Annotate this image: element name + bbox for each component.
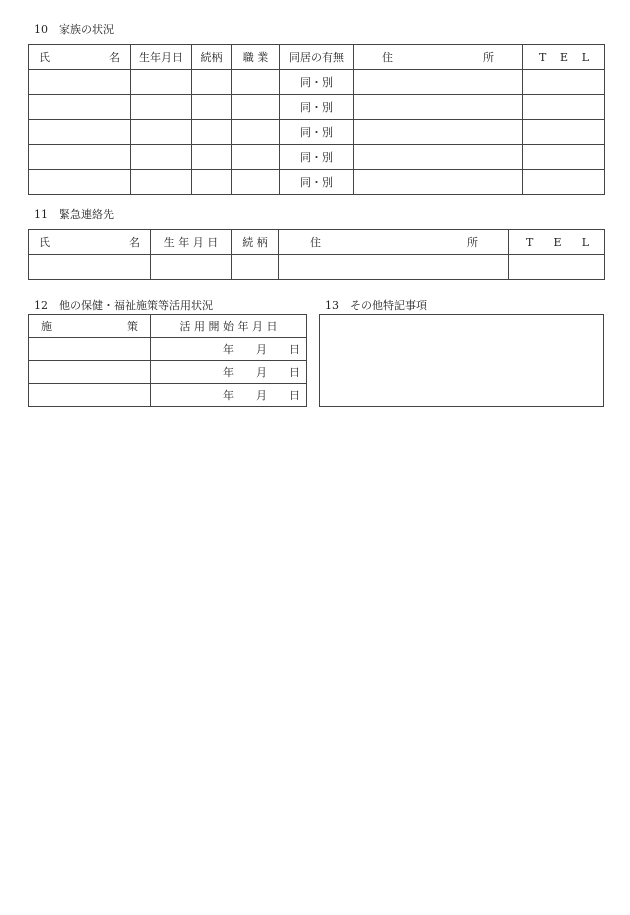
emergency-header-row: [29, 230, 605, 255]
family-relation-cell[interactable]: [192, 70, 232, 95]
family-row: [29, 70, 605, 95]
family-name-cell[interactable]: [29, 70, 131, 95]
family-header-occupation: 職 業: [232, 45, 280, 70]
family-address-cell[interactable]: [354, 120, 523, 145]
family-header-address: 住 所: [354, 45, 523, 70]
emergency-name-cell[interactable]: [29, 255, 151, 280]
family-occupation-cell[interactable]: [232, 95, 280, 120]
family-tel-cell[interactable]: [523, 70, 605, 95]
emergency-header-tel: T E L: [509, 230, 605, 255]
family-birthdate-cell[interactable]: [131, 170, 192, 195]
family-cohabit-cell[interactable]: 同・別: [280, 170, 354, 195]
family-birthdate-cell[interactable]: [131, 120, 192, 145]
family-header-birthdate: 生年月日: [131, 45, 192, 70]
family-relation-cell[interactable]: [192, 120, 232, 145]
family-row: [29, 145, 605, 170]
services-measure-cell[interactable]: [29, 361, 151, 384]
emergency-relation-cell[interactable]: [232, 255, 279, 280]
family-occupation-cell[interactable]: [232, 70, 280, 95]
family-cohabit-cell[interactable]: 同・別: [280, 120, 354, 145]
family-address-cell[interactable]: [354, 145, 523, 170]
services-date-cell[interactable]: 年 月 日: [151, 361, 307, 384]
emergency-birthdate-cell[interactable]: [151, 255, 232, 280]
services-measure-cell[interactable]: [29, 338, 151, 361]
family-header-relation: 続柄: [192, 45, 232, 70]
services-row: [29, 384, 307, 407]
family-relation-cell[interactable]: [192, 170, 232, 195]
notes-section-title: 13 その他特記事項: [325, 299, 427, 312]
services-table: [28, 314, 307, 407]
emergency-header-address: 住 所: [279, 230, 509, 255]
family-occupation-cell[interactable]: [232, 145, 280, 170]
services-measure-cell[interactable]: [29, 384, 151, 407]
family-name-cell[interactable]: [29, 95, 131, 120]
family-table: [28, 44, 605, 195]
family-birthdate-cell[interactable]: [131, 145, 192, 170]
family-header-row: [29, 45, 605, 70]
family-relation-cell[interactable]: [192, 95, 232, 120]
family-name-cell[interactable]: [29, 120, 131, 145]
family-row: [29, 170, 605, 195]
family-address-cell[interactable]: [354, 170, 523, 195]
emergency-row: [29, 255, 605, 280]
services-row: [29, 361, 307, 384]
family-row: [29, 120, 605, 145]
family-birthdate-cell[interactable]: [131, 95, 192, 120]
services-date-cell[interactable]: 年 月 日: [151, 338, 307, 361]
family-cohabit-cell[interactable]: 同・別: [280, 70, 354, 95]
family-tel-cell[interactable]: [523, 95, 605, 120]
family-header-tel: T E L: [523, 45, 605, 70]
family-name-cell[interactable]: [29, 145, 131, 170]
family-occupation-cell[interactable]: [232, 170, 280, 195]
family-name-cell[interactable]: [29, 170, 131, 195]
family-tel-cell[interactable]: [523, 120, 605, 145]
family-row: [29, 95, 605, 120]
services-header-row: [29, 315, 307, 338]
family-section-title: 10 家族の状況: [34, 23, 114, 36]
emergency-address-cell[interactable]: [279, 255, 509, 280]
services-row: [29, 338, 307, 361]
family-birthdate-cell[interactable]: [131, 70, 192, 95]
family-header-cohabit: 同居の有無: [280, 45, 354, 70]
emergency-header-birthdate: 生 年 月 日: [151, 230, 232, 255]
emergency-table: [28, 229, 605, 280]
family-address-cell[interactable]: [354, 70, 523, 95]
family-tel-cell[interactable]: [523, 145, 605, 170]
emergency-tel-cell[interactable]: [509, 255, 605, 280]
family-tel-cell[interactable]: [523, 170, 605, 195]
family-address-cell[interactable]: [354, 95, 523, 120]
services-header-start-date: 活 用 開 始 年 月 日: [151, 315, 307, 338]
family-cohabit-cell[interactable]: 同・別: [280, 95, 354, 120]
family-cohabit-cell[interactable]: 同・別: [280, 145, 354, 170]
services-date-cell[interactable]: 年 月 日: [151, 384, 307, 407]
family-header-name: 氏 名: [29, 45, 131, 70]
emergency-header-name: 氏 名: [29, 230, 151, 255]
emergency-header-relation: 続 柄: [232, 230, 279, 255]
family-relation-cell[interactable]: [192, 145, 232, 170]
emergency-section-title: 11 緊急連絡先: [34, 208, 114, 221]
notes-box[interactable]: [319, 314, 604, 407]
services-header-measure: 施 策: [29, 315, 151, 338]
services-section-title: 12 他の保健・福祉施策等活用状況: [34, 299, 213, 312]
family-occupation-cell[interactable]: [232, 120, 280, 145]
